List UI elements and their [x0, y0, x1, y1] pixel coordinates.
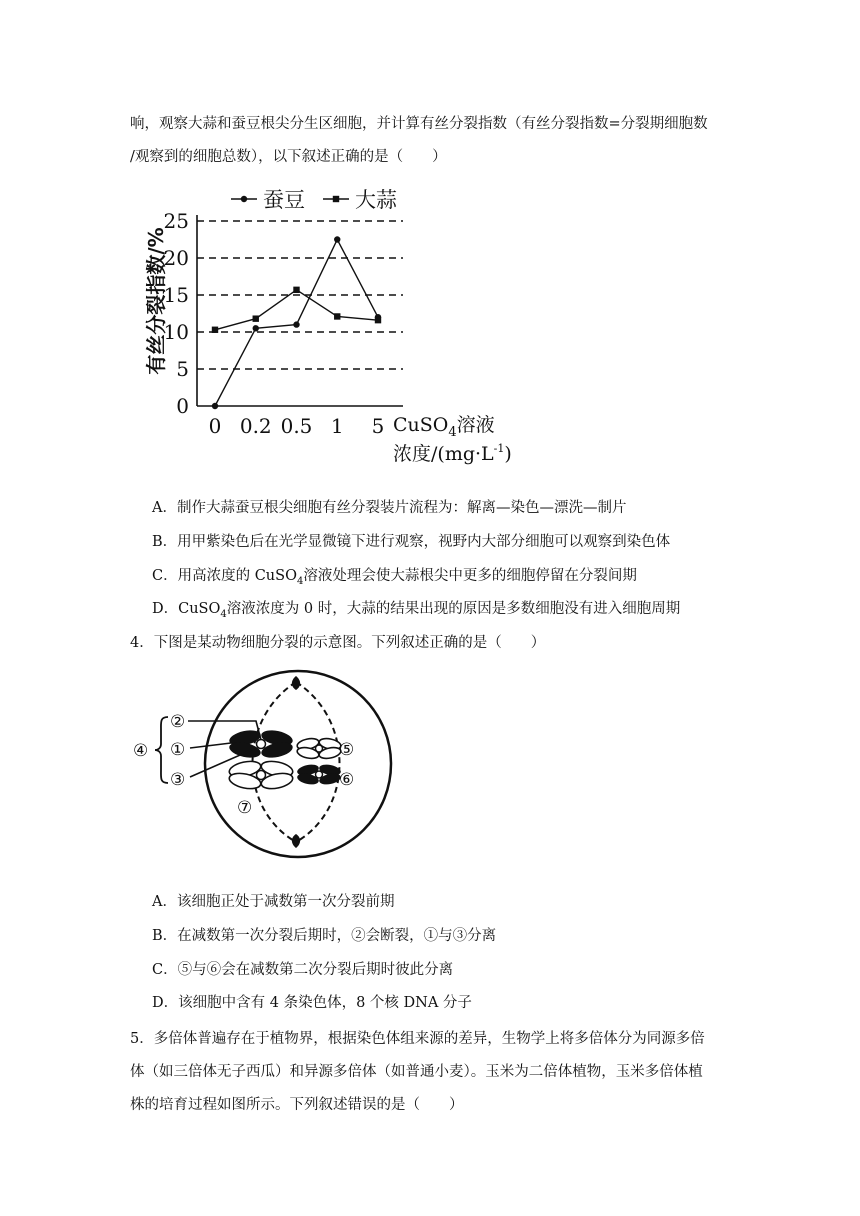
label-7: ⑦ [237, 798, 253, 818]
q3-option-a: A．制作大蒜蚕豆根尖细胞有丝分裂装片流程为：解离—染色—漂洗—制片 [152, 500, 627, 516]
legend-marker-1 [333, 196, 339, 202]
q5-stem-line1: 5．多倍体普遍存在于植物界，根据染色体组来源的差异，生物学上将多倍体分为同源多倍 [130, 1031, 705, 1047]
chromosome-white-right [296, 737, 342, 760]
point-s0-2 [293, 321, 299, 327]
mitotic-index-chart [135, 183, 535, 468]
x-tick-0.5: 0.5 [280, 414, 313, 438]
y-tick-10: 10 [163, 320, 189, 344]
point-s1-2 [293, 287, 299, 293]
point-s1-0 [212, 327, 218, 333]
q4-option-a: A．该细胞正处于减数第一次分裂前期 [152, 894, 395, 910]
centrosome-bottom [292, 834, 300, 848]
x-tick-labels [209, 414, 385, 438]
spindle-right [296, 682, 340, 842]
chart-series [212, 236, 381, 409]
cell-membrane [205, 671, 391, 857]
chart-grid [197, 221, 403, 369]
q3-stem-line2: /观察到的细胞总数），以下叙述正确的是（ ） [130, 149, 447, 165]
label-1: ① [170, 740, 186, 760]
label-2: ② [170, 712, 186, 732]
q5-stem-line3: 株的培育过程如图所示。下列叙述错误的是（ ） [130, 1097, 464, 1113]
cell-division-diagram [128, 664, 398, 864]
q5-stem-line2: 体（如三倍体无子西瓜）和异源多倍体（如普通小麦）。玉米为二倍体植物，玉米多倍体植 [130, 1064, 703, 1080]
q4-option-c: C．⑤与⑥会在减数第二次分裂后期时彼此分离 [152, 962, 454, 978]
x-tick-0: 0 [208, 414, 222, 438]
y-tick-25: 25 [163, 209, 189, 233]
x-tick-5: 5 [371, 414, 385, 438]
label-4: ④ [133, 741, 149, 761]
point-s0-1 [253, 325, 259, 331]
point-s0-3 [334, 236, 340, 242]
point-s1-3 [334, 313, 340, 319]
centrosome-top [292, 676, 300, 690]
x-tick-1: 1 [330, 414, 344, 438]
label-3: ③ [170, 770, 186, 790]
point-s1-1 [253, 315, 259, 321]
chart-legend [231, 188, 398, 212]
x-tick-0.2: 0.2 [239, 414, 272, 438]
y-tick-0: 0 [176, 394, 189, 418]
label-6: ⑥ [339, 770, 355, 790]
legend-label-0: 蚕豆 [263, 188, 305, 212]
q3-option-c: C．用高浓度的 CuSO$_4$溶液处理会使大蒜根尖中更多的细胞停留在分裂间期 [152, 568, 637, 587]
q3-option-d: D．CuSO$_4$溶液浓度为 0 时，大蒜的结果出现的原因是多数细胞没有进入细胞周期 [152, 601, 681, 620]
brace-4 [155, 717, 168, 783]
y-tick-20: 20 [163, 246, 189, 270]
chromosome-white-left [228, 759, 294, 791]
q4-option-b: B．在减数第一次分裂后期时，②会断裂，①与③分离 [152, 928, 497, 944]
y-axis-label: 有丝分裂指数/% [144, 227, 168, 375]
label-5: ⑤ [339, 740, 355, 760]
x-axis-label-line2: 浓度$/(mg\cdot L^{-1})$ [393, 442, 512, 465]
y-tick-15: 15 [163, 283, 189, 307]
point-s0-0 [212, 403, 218, 409]
q4-option-d: D．该细胞中含有 4 条染色体，8 个核 DNA 分子 [152, 995, 472, 1011]
chromosome-black-right [296, 763, 342, 786]
q3-option-b: B．用甲紫染色后在光学显微镜下进行观察，视野内大部分细胞可以观察到染色体 [152, 534, 671, 550]
q3-stem-line1: 响，观察大蒜和蚕豆根尖分生区细胞，并计算有丝分裂指数（有丝分裂指数=分裂期细胞数 [130, 116, 708, 132]
point-s1-4 [375, 317, 381, 323]
legend-label-1: 大蒜 [355, 188, 397, 212]
q4-stem: 4．下图是某动物细胞分裂的示意图。下列叙述正确的是（ ） [130, 635, 546, 651]
x-axis-label-line1: CuSO$_4$溶液 [393, 414, 495, 440]
legend-marker-0 [241, 196, 247, 202]
pointer-1 [190, 743, 231, 748]
y-tick-5: 5 [176, 357, 189, 381]
